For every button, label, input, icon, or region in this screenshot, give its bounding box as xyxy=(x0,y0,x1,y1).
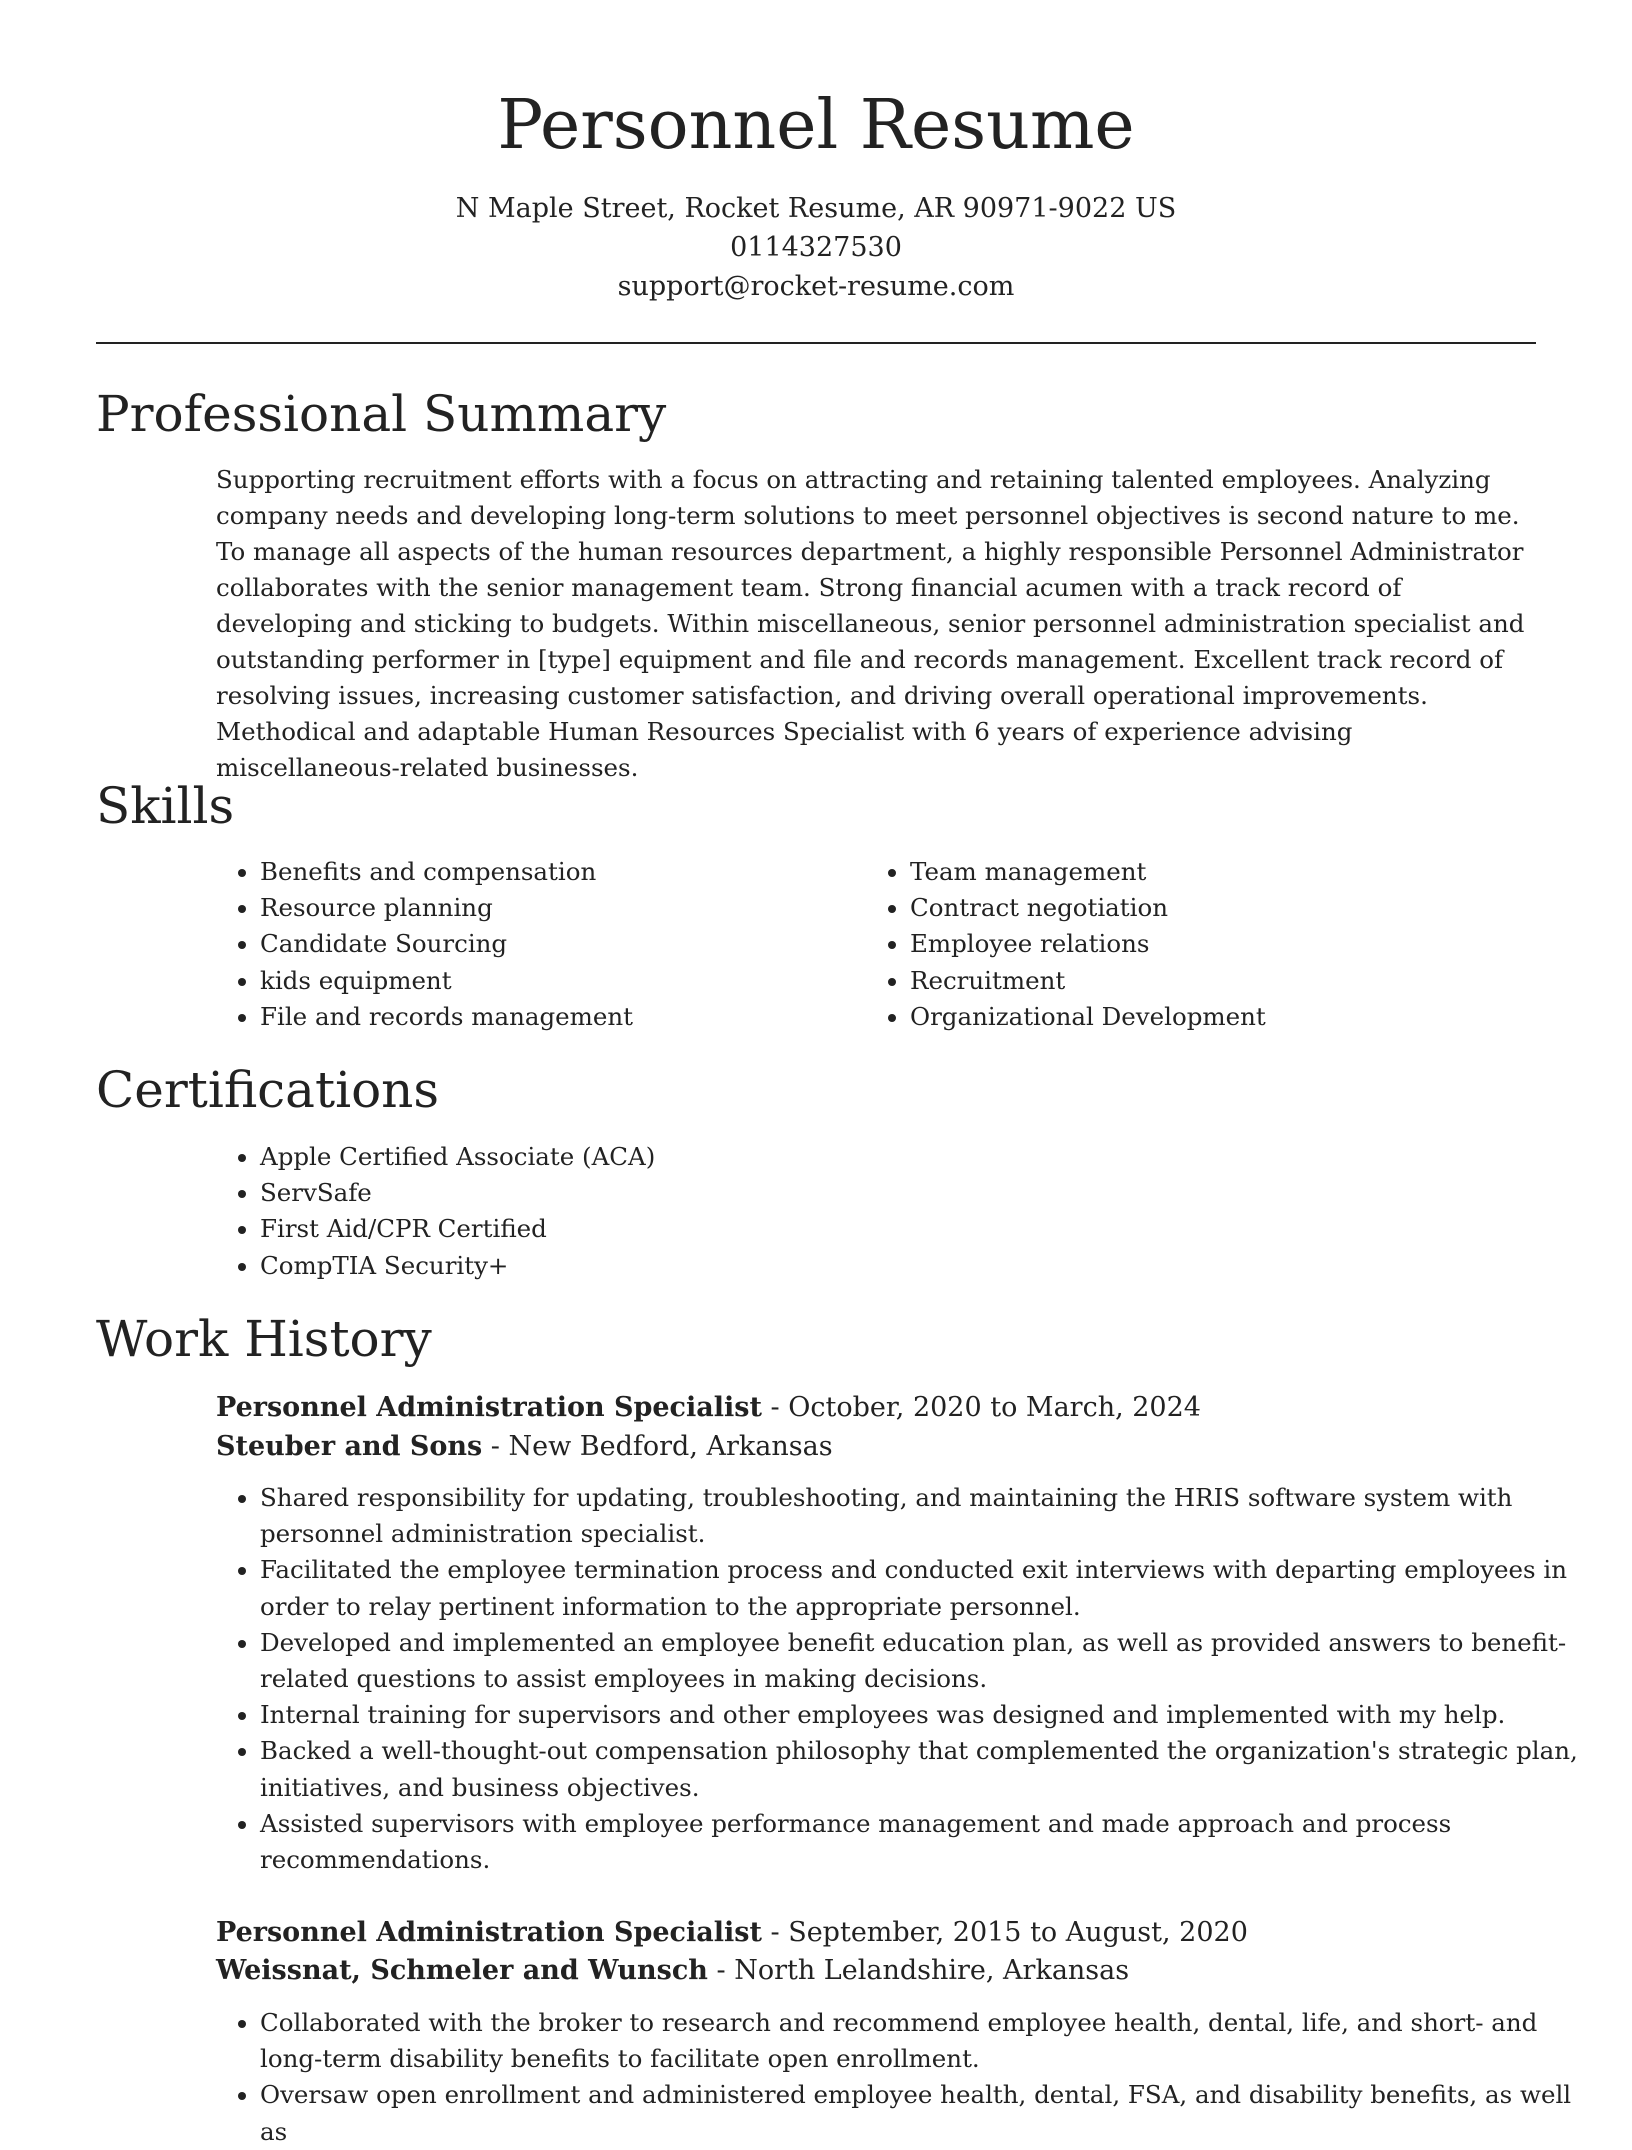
job-role: Personnel Administration Specialist xyxy=(216,1917,762,1948)
skills-list-left xyxy=(216,854,860,1035)
certifications-list xyxy=(216,1139,1580,1284)
skill-item: • File and records management xyxy=(260,999,860,1035)
job-bullet: • Developed and implemented an employee benefit education plan, as well as provided answers to benefit-related questions to assist employees in making decisions. xyxy=(260,1625,1580,1697)
job-dates: - October, 2020 to March, 2024 xyxy=(761,1392,1201,1423)
job-bullet: • Collaborated with the broker to research and recommend employee health, dental, life, and short- and long-term disability benefits to facilitate open enrollment. xyxy=(260,2005,1580,2077)
resume-name: Personnel Resume xyxy=(497,86,1135,165)
skill-item: • Resource planning xyxy=(260,890,860,926)
job-bullet: • Backed a well-thought-out compensation philosophy that complemented the organization's strategic plan, initiatives, and business objectives. xyxy=(260,1733,1580,1805)
skill-item: • kids equipment xyxy=(260,963,860,999)
job-company-line xyxy=(216,1427,833,1466)
job-company-line xyxy=(216,1951,1129,1990)
job-bullet: • Shared responsibility for updating, troubleshooting, and maintaining the HRIS software system with personnel administration specialist. xyxy=(260,1480,1580,1552)
job-dates: - September, 2015 to August, 2020 xyxy=(761,1917,1248,1948)
skills-heading: Skills xyxy=(96,777,235,835)
job-title-line xyxy=(216,1913,1248,1952)
certifications-heading: Certifications xyxy=(96,1061,440,1119)
header-divider xyxy=(96,342,1536,344)
skills-list-right xyxy=(866,854,1530,1035)
skill-item: • Recruitment xyxy=(910,963,1530,999)
skill-item: • Contract negotiation xyxy=(910,890,1530,926)
job-company: Steuber and Sons xyxy=(216,1431,483,1462)
resume-header xyxy=(96,78,1536,306)
job-location: - North Lelandshire, Arkansas xyxy=(707,1955,1130,1986)
job-bullet: • Internal training for supervisors and other employees was designed and implemented with my help. xyxy=(260,1697,1580,1733)
skill-item: • Benefits and compensation xyxy=(260,854,860,890)
job-bullets xyxy=(216,1480,1580,1878)
skill-item: • Organizational Development xyxy=(910,999,1530,1035)
job-location: - New Bedford, Arkansas xyxy=(482,1431,833,1462)
job-bullet: • Assisted supervisors with employee performance management and made approach and process recommendations. xyxy=(260,1806,1580,1878)
skill-item: • Team management xyxy=(910,854,1530,890)
phone: 0114327530 xyxy=(730,232,902,263)
address: N Maple Street, Rocket Resume, AR 90971-9022 US xyxy=(455,193,1177,224)
job-title-line xyxy=(216,1388,1201,1427)
work-history-heading: Work History xyxy=(96,1310,432,1368)
skill-item: • Candidate Sourcing xyxy=(260,926,860,962)
job-company: Weissnat, Schmeler and Wunsch xyxy=(216,1955,708,1986)
job-bullet: • Oversaw open enrollment and administered employee health, dental, FSA, and disability benefits, as well as xyxy=(260,2077,1580,2149)
job-role: Personnel Administration Specialist xyxy=(216,1392,762,1423)
summary-heading: Professional Summary xyxy=(96,385,667,443)
certification-item: • Apple Certified Associate (ACA) xyxy=(260,1139,1580,1175)
summary-text: Supporting recruitment efforts with a focus on attracting and retaining talented employees. Analyzing company needs and developing long-term solutions to meet personnel objectives is second nature to me. To manage all aspects of the human resources department, a highly responsible Personnel Administrator collaborates with the senior management team. Strong financial acumen with a track record of developing and sticking to budgets. Within miscellaneous, senior personnel administration specialist and outstanding performer in [type] equipment and file and records management. Excellent track record of resolving issues, increasing customer satisfaction, and driving overall operational improvements. Methodical and adaptable Human Resources Specialist with 6 years of experience advising miscellaneous-related businesses. xyxy=(216,465,1525,782)
skill-item: • Employee relations xyxy=(910,926,1530,962)
certification-item: • CompTIA Security+ xyxy=(260,1248,1580,1284)
job-bullets xyxy=(216,2005,1580,2150)
email: support@rocket-resume.com xyxy=(617,271,1015,302)
certification-item: • First Aid/CPR Certified xyxy=(260,1211,1580,1247)
certification-item: • ServSafe xyxy=(260,1175,1580,1211)
job-bullet: • Facilitated the employee termination process and conducted exit interviews with departing employees in order to relay pertinent information to the appropriate personnel. xyxy=(260,1552,1580,1624)
